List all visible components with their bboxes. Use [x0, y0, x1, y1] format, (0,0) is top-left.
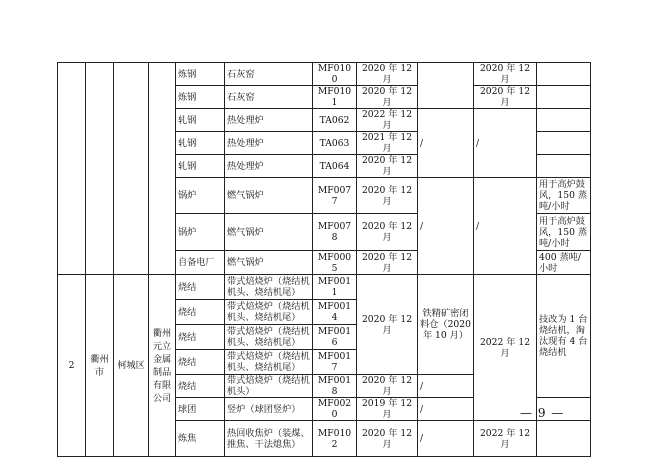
closure-slash-cell: / [418, 178, 474, 275]
closure-cell: 铁精矿密闭料仓（2020 年 10 月） [418, 275, 474, 375]
id-cell: MF0014 [313, 300, 357, 325]
deadline-slash-cell: / [474, 178, 537, 275]
process-cell: 烧结 [176, 325, 225, 350]
id-cell: TA063 [313, 132, 357, 155]
city-cell-prev [86, 63, 114, 275]
row-index: 2 [58, 275, 86, 457]
page-number: — 9 — [520, 406, 565, 420]
process-cell: 炼焦 [176, 421, 225, 457]
process-cell: 轧钢 [176, 109, 225, 132]
process-cell: 自备电厂 [176, 251, 225, 275]
id-cell: TA064 [313, 155, 357, 178]
process-cell: 烧结 [176, 275, 225, 300]
process-cell: 炼钢 [176, 86, 225, 109]
district-cell-prev [114, 63, 149, 275]
equipment-cell: 燃气锅炉 [225, 251, 313, 275]
note-cell: 用于高炉鼓风，150 蒸吨/小时 [537, 214, 591, 251]
id-cell: MF0020 [313, 398, 357, 421]
date-cell: 2020 年 12 月 [357, 63, 418, 86]
process-cell: 烧结 [176, 300, 225, 325]
date-cell: 2020 年 12 月 [357, 421, 418, 457]
company-cell-prev [149, 63, 176, 275]
id-cell: MF0078 [313, 214, 357, 251]
note-cell [537, 86, 591, 109]
id-cell: MF0016 [313, 325, 357, 350]
note-cell [537, 155, 591, 178]
closure-slash-cell: / [418, 398, 474, 421]
process-cell: 烧结 [176, 375, 225, 398]
closure-slash-cell: / [418, 109, 474, 178]
process-cell: 球团 [176, 398, 225, 421]
closure-slash-cell: / [418, 375, 474, 398]
note-cell: 400 蒸吨/小时 [537, 251, 591, 275]
company-cell: 衢州元立金属制品有限公司 [149, 275, 176, 457]
equipment-cell: 带式焙烧炉（烧结机机头） [225, 375, 313, 398]
process-cell: 烧结 [176, 350, 225, 375]
deadline-cell: 2020 年 12 月 [474, 63, 537, 86]
id-cell: MF0018 [313, 375, 357, 398]
equipment-cell: 带式焙烧炉（烧结机机头、烧结机尾） [225, 300, 313, 325]
city-cell: 衢州市 [86, 275, 114, 457]
id-cell: MF0077 [313, 178, 357, 214]
equipment-cell: 热回收焦炉（装煤、推焦、干法熄焦） [225, 421, 313, 457]
deadline-cell: 2022 年 12 月 [474, 275, 537, 421]
id-cell: MF0005 [313, 251, 357, 275]
equipment-cell: 带式焙烧炉（烧结机机头、烧结机尾） [225, 275, 313, 300]
date-cell: 2020 年 12 月 [357, 86, 418, 109]
note-cell [537, 132, 591, 155]
closure-slash-cell: / [418, 421, 474, 457]
equipment-cell: 石灰窑 [225, 86, 313, 109]
process-cell: 轧钢 [176, 155, 225, 178]
date-cell: 2022 年 12 月 [357, 109, 418, 132]
deadline-slash-cell: / [474, 109, 537, 178]
id-cell: MF0011 [313, 275, 357, 300]
district-cell: 柯城区 [114, 275, 149, 457]
equipment-cell: 带式焙烧炉（烧结机机头、烧结机尾） [225, 350, 313, 375]
process-cell: 锅炉 [176, 178, 225, 214]
id-cell: MF0017 [313, 350, 357, 375]
equipment-cell: 带式焙烧炉（烧结机机头、烧结机尾） [225, 325, 313, 350]
equipment-cell: 热处理炉 [225, 155, 313, 178]
date-cell: 2020 年 12 月 [357, 275, 418, 375]
id-cell: TA062 [313, 109, 357, 132]
id-cell: MF0100 [313, 63, 357, 86]
equipment-cell: 燃气锅炉 [225, 178, 313, 214]
emission-table [57, 62, 591, 457]
process-cell: 轧钢 [176, 132, 225, 155]
date-cell: 2020 年 12 月 [357, 375, 418, 398]
deadline-cell: 2020 年 12 月 [474, 86, 537, 109]
date-cell: 2020 年 12 月 [357, 155, 418, 178]
note-cell [537, 109, 591, 132]
equipment-cell: 竖炉（球团竖炉） [225, 398, 313, 421]
closure-cell [418, 63, 474, 109]
table-row [58, 275, 591, 300]
date-cell: 2021 年 12 月 [357, 132, 418, 155]
date-cell: 2019 年 12 月 [357, 398, 418, 421]
process-cell: 锅炉 [176, 214, 225, 251]
index-cell-prev [58, 63, 86, 275]
equipment-cell: 石灰窑 [225, 63, 313, 86]
process-cell: 炼钢 [176, 63, 225, 86]
note-cell [537, 421, 591, 457]
equipment-cell: 热处理炉 [225, 132, 313, 155]
equipment-cell: 热处理炉 [225, 109, 313, 132]
deadline-cell: 2022 年 12 月 [474, 421, 537, 457]
note-cell: 技改为 1 台烧结机，淘汰现有 4 台烧结机 [537, 275, 591, 398]
id-cell: MF0101 [313, 86, 357, 109]
note-cell: 用于高炉鼓风，150 蒸吨/小时 [537, 178, 591, 214]
date-cell: 2020 年 12 月 [357, 214, 418, 251]
date-cell: 2020 年 12 月 [357, 251, 418, 275]
note-cell [537, 63, 591, 86]
id-cell: MF0102 [313, 421, 357, 457]
table-row [58, 63, 591, 86]
date-cell: 2020 年 12 月 [357, 178, 418, 214]
equipment-cell: 燃气锅炉 [225, 214, 313, 251]
